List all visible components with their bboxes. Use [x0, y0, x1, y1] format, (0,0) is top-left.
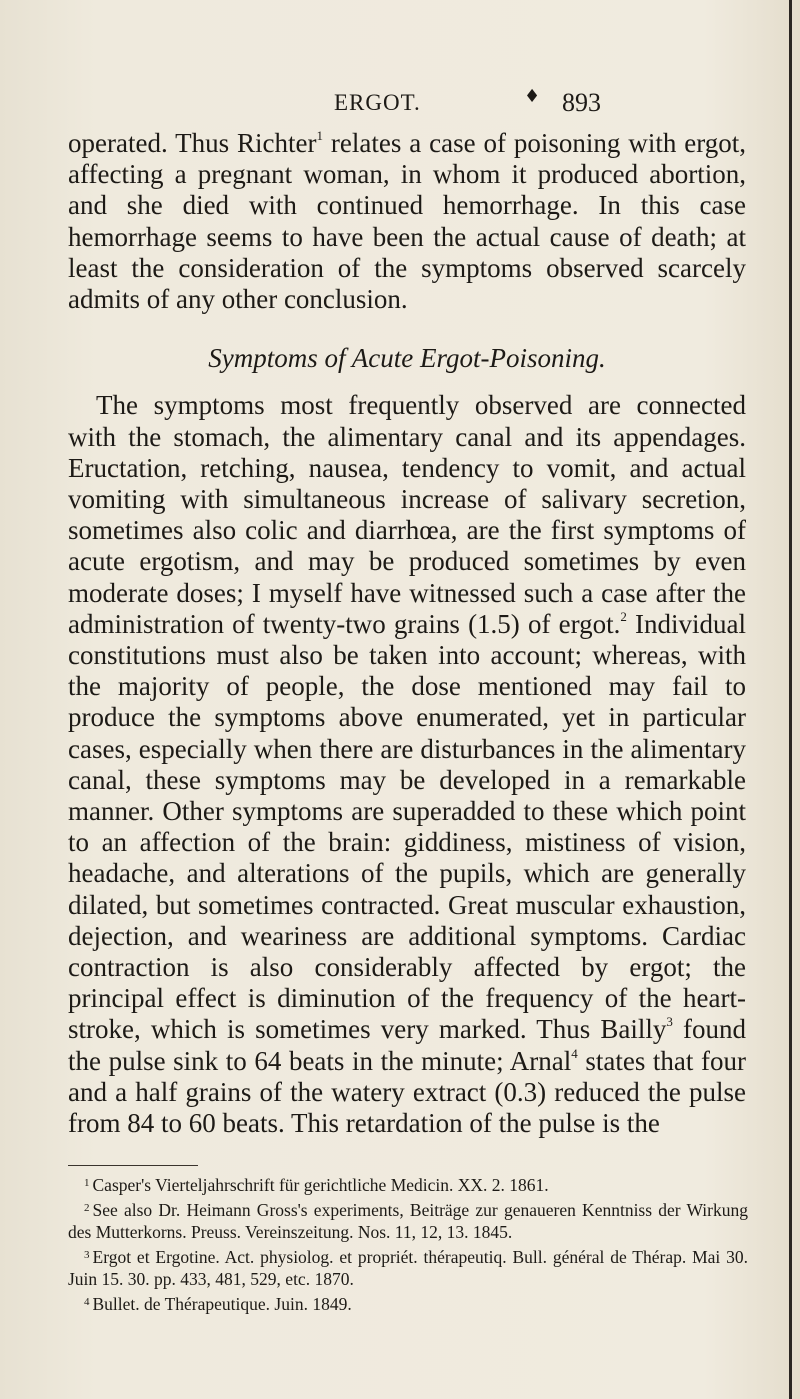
paragraph-2-text-a: The symptoms most frequently observed are connected with the stomach, the alimentary canal and its appendages. Eructation, retching, nausea, tendency to vomit, and actual vomiting with simultaneous increase of salivary secretion, sometimes also colic and diarrhœa, are the first symptoms of acute ergotism, and may be produced sometimes by even moderate doses; I myself have witnessed such a case after the administration of twenty-two grains (1.5) of ergot. — [68, 390, 746, 639]
ornament-marker: ♦ — [524, 86, 541, 107]
page-header — [0, 80, 800, 120]
footnote-number: 3 — [84, 1248, 90, 1261]
footnotes — [68, 1172, 748, 1315]
footnote — [68, 1244, 748, 1291]
paragraph-2-text-d: states that four and a half grains of the watery extract (0.3) reduced the pulse from 84 to 60 beats. This retardation of the pulse is the — [68, 1045, 746, 1139]
footnote — [68, 1172, 748, 1197]
footnote-ref-1: 1 — [316, 128, 323, 143]
paragraph-2-text-c: found the pulse sink to 64 beats in the minute; Arnal — [68, 1014, 746, 1076]
paragraph-1-text-a: operated. Thus Richter — [68, 128, 317, 158]
footnote-text: See also Dr. Heimann Gross's experiments, Beiträge zur genaueren Kenntniss der Wirkung des Mutterkorns. Preuss. Vereinszeitung. Nos. 11, 12, 13. 1845. — [68, 1199, 748, 1242]
footnote-ref-4: 4 — [571, 1045, 578, 1061]
page-edge-shadow — [789, 0, 792, 1399]
page-number: 893 — [562, 88, 601, 117]
footnote-ref-3: 3 — [666, 1014, 673, 1030]
footnote-number: 2 — [84, 1201, 90, 1214]
footnote — [68, 1291, 748, 1316]
footnote-text: Bullet. de Thérapeutique. Juin. 1849. — [92, 1293, 352, 1314]
paragraph-1-text-b: relates a case of poisoning with ergot, affecting a pregnant woman, in whom it produced abortion, and she died with continued hemorrhage. In this case hemorrhage seems to have been the actual cause of death; at least the consideration of the symptoms observed scarcely admits of any other conclusion. — [68, 128, 746, 315]
footnote-divider — [68, 1165, 198, 1166]
running-title: ERGOT. — [334, 90, 421, 115]
footnote-number: 4 — [84, 1295, 90, 1308]
paragraph-2-text-b: Individual constitutions must also be taken into account; whereas, with the majority of people, the dose mentioned may fail to produce the symptoms above enumerated, yet in particular cases, especially when there are disturbances in the alimentary canal, these symptoms may be developed in a remarkable manner. Other symptoms are superadded to these which point to an affection of the brain: giddiness, mistiness of vision, headache, and alterations of the pupils, which are generally dilated, but sometimes contracted. Great muscular exhaustion, dejection, and weariness are additional symptoms. Cardiac contraction is also considerably affected by ergot; the principal effect is diminution of the frequency of the heart-stroke, which is sometimes very marked. Thus Bailly — [68, 608, 746, 1045]
footnote — [68, 1197, 748, 1244]
paragraph-2 — [68, 390, 746, 1139]
footnote-text: Ergot et Ergotine. Act. physiolog. et propriét. thérapeutiq. Bull. général de Thérap. Mai 30. Juin 15. 30. pp. 433, 481, 529, etc. 1870. — [68, 1246, 748, 1289]
paragraph-1 — [68, 128, 746, 315]
footnote-number: 1 — [84, 1177, 90, 1189]
footnote-ref-2: 2 — [620, 608, 627, 624]
section-heading: Symptoms of Acute Ergot-Poisoning. — [208, 343, 606, 374]
body-text — [68, 128, 746, 1139]
footnote-text: Casper's Vierteljahrschrift für gerichtliche Medicin. XX. 2. 1861. — [92, 1175, 549, 1195]
